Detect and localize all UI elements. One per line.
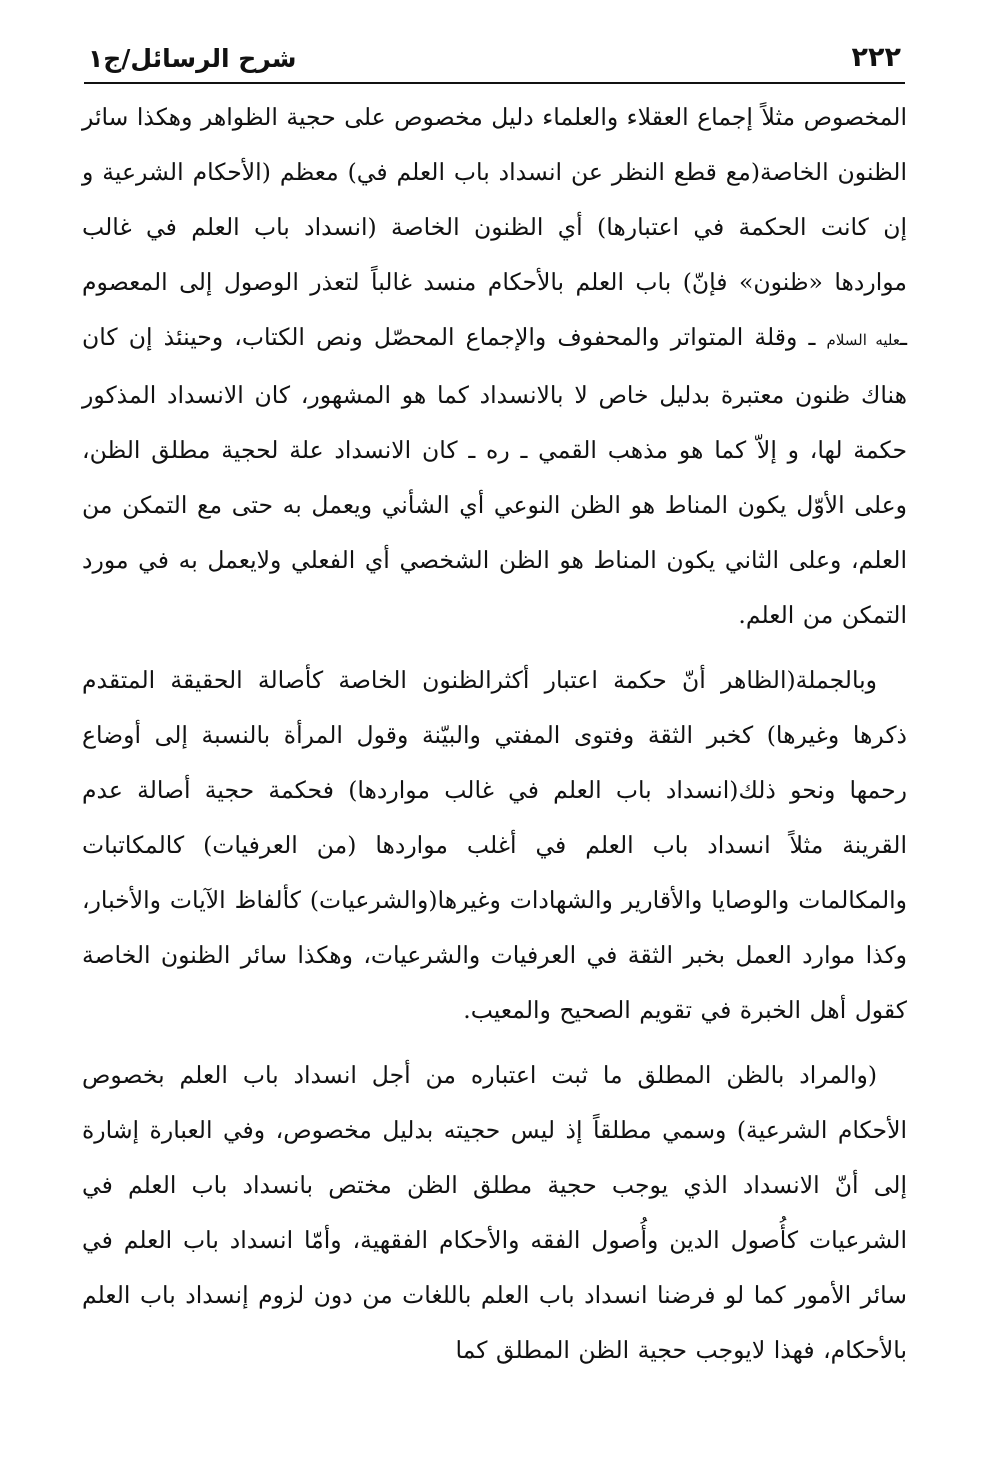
paragraph-1 — [82, 90, 907, 643]
body-text — [82, 90, 907, 1388]
paragraph-1-text: المخصوص مثلاً إجماع العقلاء والعلماء دليل مخصوص على حجية الظواهر وهكذا سائر الظنون الخاصة(مع قطع النظر عن انسداد باب العلم في) معظم (الأحكام الشرعية و إن كانت الحكمة في اعتبارها) أي الظنون الخاصة (انسداد باب العلم في غالب مواردها «ظنون» فإنّ) باب العلم بالأحكام منسد غالباً لتعذر الوصول إلى المعصوم ـ — [82, 103, 907, 351]
running-title: شرح الرسائل/ج١ — [88, 44, 297, 73]
paragraph-2: وبالجملة(الظاهر أنّ حكمة اعتبار أكثرالظنون الخاصة كأصالة الحقيقة المتقدم ذكرها وغيرها) كخبر الثقة وفتوى المفتي والبيّنة وقول المرأة بالنسبة إلى أوضاع رحمها ونحو ذلك(انسداد باب العلم في غالب مواردها) فحكمة حجية أصالة عدم القرينة مثلاً انسداد باب العلم في أغلب مواردها (من العرفيات) كالمكاتبات والمكالمات والوصايا والأقارير والشهادات وغيرها(والشرعيات) كألفاظ الآيات والأخبار، وكذا موارد العمل بخبر الثقة في العرفيات والشرعيات، وهكذا سائر الظنون الخاصة كقول أهل الخبرة في تقويم الصحيح والمعيب. — [82, 666, 907, 1024]
page-number: ٢٢٢ — [851, 42, 901, 73]
honorific-small-text: عليه السلام — [826, 331, 901, 349]
paragraph-3: (والمراد بالظن المطلق ما ثبت اعتباره من أجل انسداد باب العلم بخصوص الأحكام الشرعية) وسمي مطلقاً إذ ليس حجيته بدليل مخصوص، وفي العبارة إشارة إلى أنّ الانسداد الذي يوجب حجية مطلق الظن مختص بانسداد باب العلم في الشرعيات كأُصول الدين وأُصول الفقه والأحكام الفقهية، وأمّا انسداد باب العلم في سائر الأمور كما لو فرضنا انسداد باب العلم باللغات من دون لزوم إنسداد باب العلم بالأحكام، فهذا لايوجب حجية الظن المطلق كما — [82, 1061, 907, 1364]
page-header — [84, 38, 905, 84]
paragraph-1-continued: ـ وقلة المتواتر والمحفوف والإجماع المحصّل ونص الكتاب، وحينئذ إن كان هناك ظنون معتبرة بدليل خاص لا بالانسداد كما هو المشهور، كان الانسداد المذكور حكمة لها، و إلاّ كما هو مذهب القمي ـ ره ـ كان الانسداد علة لحجية مطلق الظن، وعلى الأوّل يكون المناط هو الظن النوعي أي الشأني ويعمل به حتى مع التمكن من العلم، وعلى الثاني يكون المناط هو الظن الشخصي أي الفعلي ولايعمل به في مورد التمكن من العلم. — [82, 323, 907, 629]
